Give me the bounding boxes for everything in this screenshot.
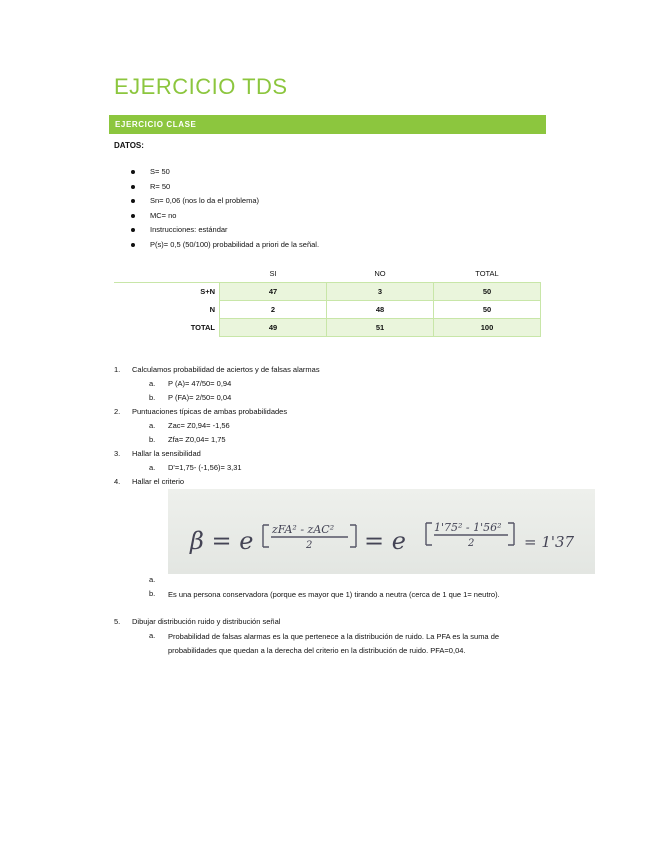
page-title: EJERCICIO TDS [114,74,288,99]
formula-denominator-2: 2 [468,538,475,549]
bracket-left-1 [263,525,269,547]
table-cell: 50 [434,283,541,301]
table-cell: 3 [327,283,434,301]
handwritten-formula-image [168,489,595,574]
table-cell: 50 [434,301,541,319]
substep-text: Es una persona conservadora (porque es mayor que 1) tirando a neutra (cerca de 1 que 1= neutro). [168,590,500,599]
substep-text: Zfa= Z0,04= 1,75 [168,435,226,444]
table-header-si: SI [220,265,327,283]
list-item: Instrucciones: estándar [131,224,319,239]
table-header-no: NO [327,265,434,283]
datos-list [131,166,319,253]
table-cell: 47 [220,283,327,301]
step-text: Hallar la sensibilidad [132,449,201,458]
table-row [114,283,541,301]
row-label: TOTAL [190,323,215,332]
formula-rhs: = e [364,527,406,555]
bracket-left-2 [426,523,432,545]
bracket-right-2 [508,523,514,545]
substep-text: Zac= Z0,94= -1,56 [168,421,230,430]
list-item: P(s)= 0,5 (50/100) probabilidad a priori de la señal. [131,239,319,254]
formula-result: = 1'37 [524,533,575,551]
section-header: EJERCICIO CLASE [109,115,546,134]
step-text: Hallar el criterio [132,477,185,486]
substep-text: P (A)= 47/50= 0,94 [168,379,232,388]
table-cell: 49 [220,319,327,337]
substep-text: P (FA)= 2/50= 0,04 [168,393,232,402]
substep-letter: b. [149,435,156,444]
substep-letter: b. [149,393,156,402]
substep-letter: a. [149,421,156,430]
list-item: Sn= 0,06 (nos lo da el problema) [131,195,319,210]
substep-letter: a. [149,463,156,472]
substep-letter: a. [149,631,156,640]
substep-letter: b. [149,589,156,598]
step-number: 4. [114,477,121,486]
row-label: S+N [200,287,215,297]
table-cell: 51 [327,319,434,337]
formula-numerator-1: zFA² - zAC² [272,523,335,536]
substep-text: D'=1,75- (-1,56)= 3,31 [168,463,242,472]
list-item: MC= no [131,210,319,225]
step-number: 3. [114,449,121,458]
row-label: N [209,305,215,314]
table-cell: 100 [434,319,541,337]
list-item: S= 50 [131,166,319,181]
formula-denominator-1: 2 [306,540,313,551]
substep-text: Probabilidad de falsas alarmas es la que pertenece a la distribución de ruido. La PFA es la suma de probabilidades que quedan a la derecha del criterio en la distribución de ruido. PFA=0,04. [168,632,500,655]
table-header-row [114,265,541,283]
table-row [114,301,541,319]
formula-drawing [168,489,595,574]
datos-label: DATOS: [114,141,144,150]
bracket-right-1 [350,525,356,547]
table-cell: 48 [327,301,434,319]
step-number: 1. [114,365,121,374]
step-number: 5. [114,617,121,626]
list-item: R= 50 [131,181,319,196]
substep-letter: a. [149,575,156,584]
formula-numerator-2: 1'75² - 1'56² [434,521,502,534]
formula-lhs: β = e [190,527,254,555]
table-header-total: TOTAL [434,265,541,283]
step-text: Dibujar distribución ruido y distribución señal [132,617,281,626]
step-number: 2. [114,407,121,416]
step-text: Calculamos probabilidad de aciertos y de falsas alarmas [132,365,320,374]
substep-letter: a. [149,379,156,388]
contingency-table [114,265,541,337]
table-cell: 2 [220,301,327,319]
table-row [114,319,541,337]
step-text: Puntuaciones típicas de ambas probabilidades [132,407,288,416]
table-corner [114,265,220,283]
